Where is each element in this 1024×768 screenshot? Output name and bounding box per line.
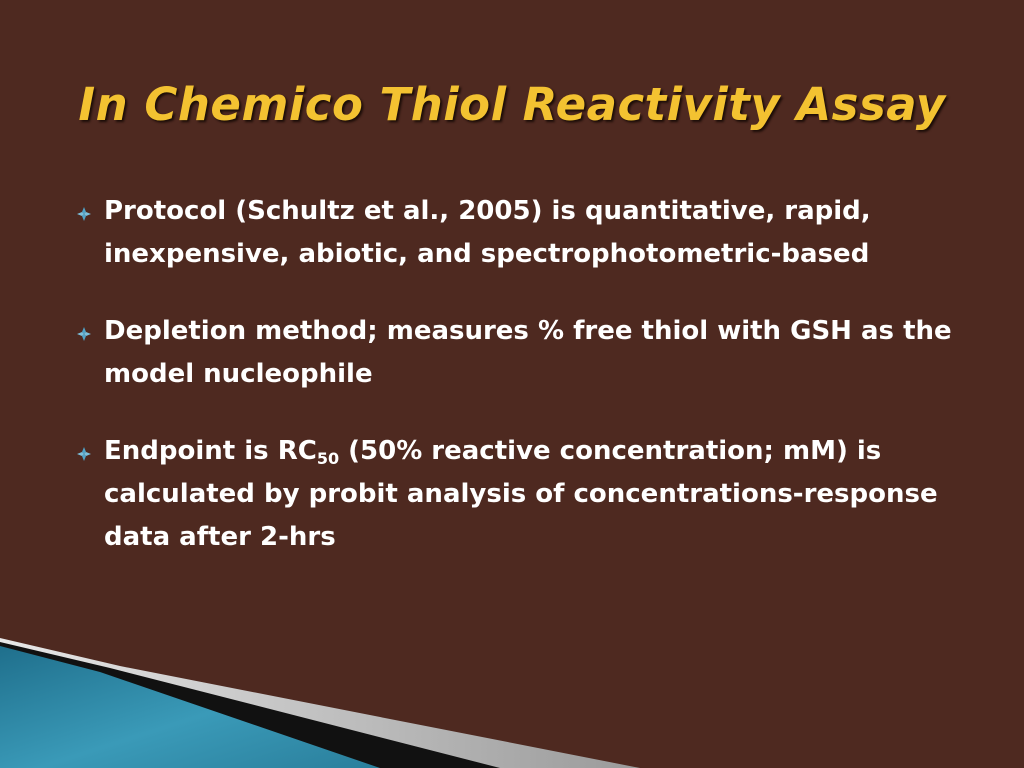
bullet-text: Protocol (Schultz et al., 2005) is quantitative, rapid, inexpensive, abiotic, and spectrophotometric-based <box>104 196 871 269</box>
bullet-item-depletion <box>76 310 976 396</box>
diamond-bullet-icon <box>76 326 92 342</box>
diamond-bullet-icon <box>76 206 92 222</box>
bullet-item-protocol <box>76 190 976 276</box>
slide-title: In Chemico Thiol Reactivity Assay <box>78 78 946 131</box>
bullet-item-endpoint <box>76 430 976 559</box>
corner-decoration <box>0 638 640 768</box>
bullet-text-before: Endpoint is RC <box>104 436 317 466</box>
subscript-50: 50 <box>316 449 340 468</box>
bullet-text: Depletion method; measures % free thiol with GSH as the model nucleophile <box>104 316 952 389</box>
diamond-bullet-icon <box>76 446 92 462</box>
bullet-text-after: (50% reactive concentration; mM) is calculated by probit analysis of concentrations-response data after 2-hrs <box>104 436 938 552</box>
bullet-list <box>76 190 976 593</box>
